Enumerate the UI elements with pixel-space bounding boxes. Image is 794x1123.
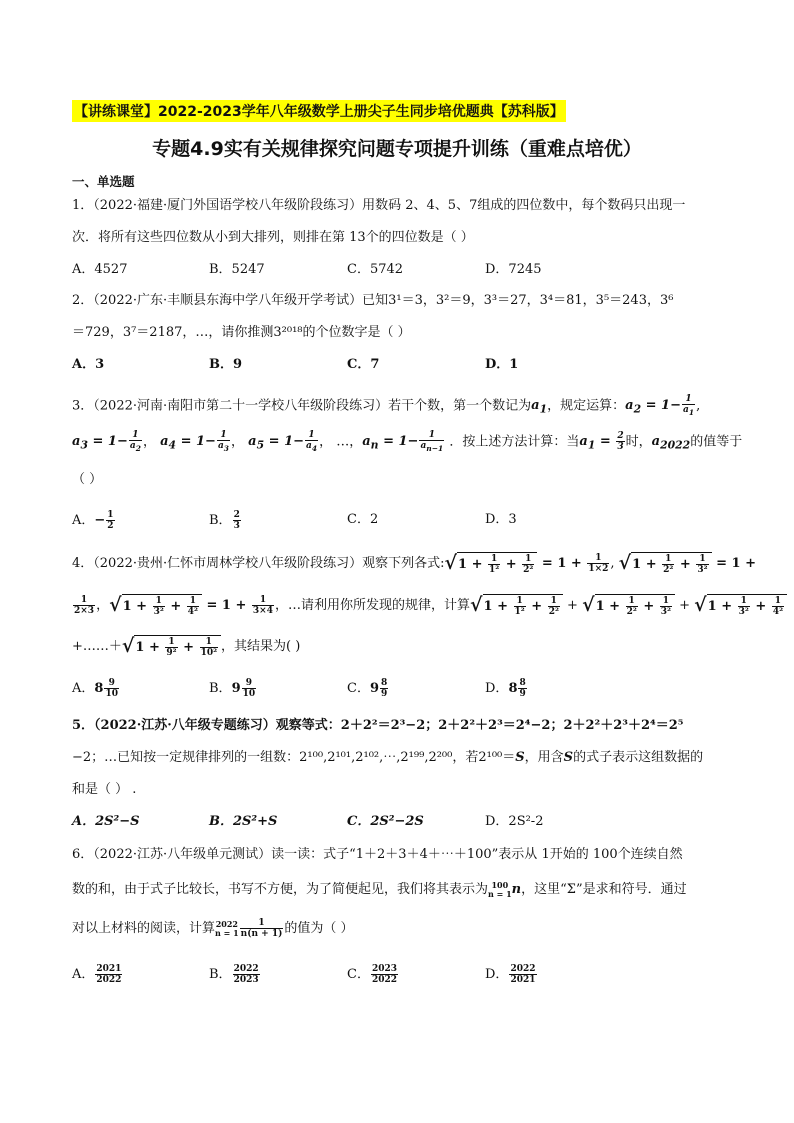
q3-option-c[interactable]: C．2 — [347, 512, 379, 527]
q1-option-b[interactable]: B．5247 — [209, 262, 265, 277]
q6-text-b: ，这里“Σ”是求和符号．通过 — [521, 882, 687, 897]
q3-line-1: 3．（2022·河南·南阳市第二十一学校八年级阶段练习）若干个数，第一个数记为$a_1$，规定运算：$a_2 = 1-$ $\frac{1}{a_1}$ , — [72, 394, 701, 417]
q6-text-d: 的值为（ ） — [284, 921, 354, 936]
q2-option-a[interactable]: A．3 — [72, 357, 105, 372]
q3-rule-a4: $a_4 = 1-$ $\frac{1}{a_3}$ — [160, 430, 230, 453]
q4-option-b[interactable]: B．9 $\frac{9}{10}$ — [209, 678, 256, 699]
q4-options — [72, 678, 632, 698]
q3-line-3: （ ） — [72, 472, 103, 487]
q2-options — [72, 355, 632, 375]
q4-option-d[interactable]: D．8 $\frac{8}{9}$ — [485, 678, 526, 699]
q6-option-d[interactable]: D． $\frac{2022}{2021}$ — [485, 964, 536, 985]
q4-option-a[interactable]: A．8 $\frac{9}{10}$ — [72, 678, 118, 699]
q3-a2022: $a_{2022}$ — [651, 434, 691, 452]
q5-option-a[interactable]: A．2S²−S — [72, 814, 140, 829]
q6-text-c: 对以上材料的阅读，计算 — [72, 921, 216, 936]
section-heading: 一、单选题 — [72, 174, 135, 189]
q3-text-f: 的值等于 — [690, 434, 743, 450]
q4-sum-3: √ 1 + $\frac{1}{\text{3²}}$ + $\frac{1}{\text{4²}}$ — [694, 594, 787, 617]
q4-expr-2: √ 1 + $\frac{1}{\text{2²}}$ + $\frac{1}{\text{3²}}$ — [619, 552, 712, 575]
q6-sum-expr: 2022 n = 1 — [215, 918, 239, 938]
q4-text-c: ，其结果为( ) — [221, 639, 301, 654]
q3-text-a: 3．（2022·河南·南阳市第二十一学校八年级阶段练习）若干个数，第一个数记为 — [72, 398, 532, 414]
q3-a1: $a_1$ — [531, 398, 548, 416]
q4-expr-3: √ 1 + $\frac{1}{\text{3²}}$ + $\frac{1}{\text{4²}}$ — [109, 594, 202, 617]
q4-expr-1: √ 1 + $\frac{1}{\text{1²}}$ + $\frac{1}{\text{2²}}$ — [445, 552, 538, 575]
q2-option-b[interactable]: B．9 — [209, 357, 243, 372]
q4-option-c[interactable]: C．9 $\frac{8}{9}$ — [347, 678, 388, 699]
q6-line-1: 6．（2022·江苏·八年级单元测试）读一读：式子“1＋2＋3＋4＋⋯＋100”表示从 1开始的 100个连续自然 — [72, 847, 683, 862]
q4-sum-1: √ 1 + $\frac{1}{\text{1²}}$ + $\frac{1}{\text{2²}}$ — [470, 594, 563, 617]
q4-text-a: 4．（2022·贵州·仁怀市周林学校八年级阶段练习）观察下列各式: — [72, 556, 445, 571]
q3-text-b: ，规定运算： — [547, 398, 626, 414]
q5-option-d[interactable]: D．2S²-2 — [485, 814, 544, 829]
q3-rule-a5: $a_5 = 1-$ $\frac{1}{a_4}$ — [248, 430, 318, 453]
q6-option-b[interactable]: B． $\frac{2022}{2023}$ — [209, 964, 259, 985]
q3-option-b[interactable]: B． $\frac{2}{3}$ — [209, 510, 240, 531]
q5-line-2: −2；…已知按一定规律排列的一组数：2¹⁰⁰,2¹⁰¹,2¹⁰²,⋯,2¹⁹⁹,2²⁰⁰，若2¹⁰⁰＝S，用含S的式子表示这组数据的 — [72, 750, 704, 765]
q4-line-1: 4．（2022·贵州·仁怀市周林学校八年级阶段练习）观察下列各式: √ 1 + $\frac{1}{\text{1²}}$ + $\frac{1}{\text{2²}}$ = 1 + $\frac{1}{1\times 2}$ , √ 1 + $\frac{1}{\text{2²}}$ + $\frac{1}{\text{3²}}$ = 1 + — [72, 552, 756, 575]
q4-text-b: ，…请利用你所发现的规律，计算 — [275, 598, 471, 613]
q3-text-c: ， …， — [319, 434, 363, 450]
q1-line-2: 次．将所有这些四位数从小到大排列，则排在第 13个的四位数是（ ） — [72, 230, 474, 245]
q3-text-e: 时， — [625, 434, 652, 450]
q3-rule-a2: $a_2 = 1-$ $\frac{1}{a_1}$ — [625, 394, 695, 417]
q6-option-c[interactable]: C． $\frac{2023}{2022}$ — [347, 964, 398, 985]
q4-expr-2-tail: $\frac{1}{2\times 3}$ — [74, 595, 95, 616]
q4-line-3: +……＋ √ 1 + $\frac{1}{\text{9²}}$ + $\frac{1}{\text{10²}}$ ，其结果为( ) — [72, 635, 301, 658]
q4-sum-last: √ 1 + $\frac{1}{\text{9²}}$ + $\frac{1}{\text{10²}}$ — [122, 635, 221, 658]
q6-text-a: 数的和，由于式子比较长，书写不方便，为了简便起见，我们将其表示为 — [72, 882, 489, 897]
q5-var-s-2: S — [563, 750, 574, 765]
q5-line-3: 和是（ ） . — [72, 782, 137, 797]
q5-text-a: −2；…已知按一定规律排列的一组数：2¹⁰⁰,2¹⁰¹,2¹⁰²,⋯,2¹⁹⁹,2²⁰⁰，若2¹⁰⁰＝ — [72, 750, 516, 765]
q3-option-a[interactable]: A．− $\frac{1}{2}$ — [72, 510, 114, 531]
q6-option-a[interactable]: A． $\frac{2021}{2022}$ — [72, 964, 122, 985]
q6-line-3: 对以上材料的阅读，计算 2022 n = 1 $\frac{1}{n(n + 1)}$ 的值为（ ） — [72, 918, 354, 939]
q2-option-c[interactable]: C．7 — [347, 357, 380, 372]
q2-line-2: ＝729，3⁷＝2187，…，请你推测3²⁰¹⁸的个位数字是（ ） — [72, 325, 411, 340]
q6-options — [72, 964, 632, 984]
q3-rule-a3: $a_3 = 1-$ $\frac{1}{a_2}$ — [72, 430, 141, 453]
series-header: 【讲练课堂】2022-2023学年八年级数学上册尖子生同步培优题典【苏科版】 — [72, 100, 566, 122]
q1-options — [72, 260, 632, 280]
q1-option-a[interactable]: A．4527 — [72, 262, 128, 277]
q5-option-c[interactable]: C．2S²−2S — [347, 814, 424, 829]
q3-options — [72, 510, 632, 530]
page-title: 专题4.9实有关规律探究问题专项提升训练（重难点培优） — [152, 138, 642, 160]
q5-option-b[interactable]: B．2S²+S — [209, 814, 278, 829]
q1-option-c[interactable]: C．5742 — [347, 262, 404, 277]
q1-option-d[interactable]: D．7245 — [485, 262, 542, 277]
q1-line-1: 1．（2022·福建·厦门外国语学校八年级阶段练习）用数码 2、4、5、7组成的四位数中，每个数码只出现一 — [72, 198, 686, 213]
q3-rule-an: $a_n = 1-$ $\frac{1}{a_{n-1}}$ — [362, 430, 444, 453]
q3-line-2: $a_3 = 1-$ $\frac{1}{a_2}$ ， $a_4 = 1-$ $\frac{1}{a_3}$ ， $a_5 = 1-$ $\frac{1}{a_4}$ ， …，$a_n = 1-$ $\frac{1}{a_{n-1}}$ ．按上述方法计算：当$a_1$ = $\frac{2}{3}$ 时，$a_{2022}$的值等于 — [72, 430, 743, 453]
q5-options — [72, 812, 632, 832]
q5-var-s: S — [515, 750, 525, 765]
q2-line-1: 2．（2022·广东·丰顺县东海中学八年级开学考试）已知3¹＝3，3²＝9，3³＝27，3⁴＝81，3⁵＝243，3⁶ — [72, 293, 674, 308]
q6-sum-notation: 100 n = 1 — [488, 879, 512, 899]
q4-sum-2: √ 1 + $\frac{1}{\text{2²}}$ + $\frac{1}{\text{3²}}$ — [582, 594, 675, 617]
q3-option-d[interactable]: D．3 — [485, 512, 517, 527]
q3-a1-value: $a_1$ = $\frac{2}{3}$ — [579, 431, 624, 453]
q5-line-1: 5．（2022·江苏·八年级专题练习）观察等式：2＋2²＝2³−2；2＋2²＋2³＝2⁴−2；2＋2²＋2³＋2⁴＝2⁵ — [72, 718, 684, 733]
q3-text-d: ．按上述方法计算：当 — [449, 434, 580, 450]
q6-line-2: 数的和，由于式子比较长，书写不方便，为了简便起见，我们将其表示为 100 n = 1 n，这里“Σ”是求和符号．通过 — [72, 879, 687, 899]
q4-line-2: $\frac{1}{2\times 3}$ ， √ 1 + $\frac{1}{\text{3²}}$ + $\frac{1}{\text{4²}}$ = 1 + $\frac{1}{3\times 4}$ ，…请利用你所发现的规律，计算 √ 1 + $\frac{1}{\text{1²}}$ + $\frac{1}{\text{2²}}$ + √ 1 + $\frac{1}{\text{2²}}$ + $\frac{1}{\text{3²}}$ + √ 1 + $\frac{1}{\text{3²}}$ + $\frac{1}{\text{4²}}$ — [72, 594, 787, 617]
q2-option-d[interactable]: D．1 — [485, 357, 519, 372]
